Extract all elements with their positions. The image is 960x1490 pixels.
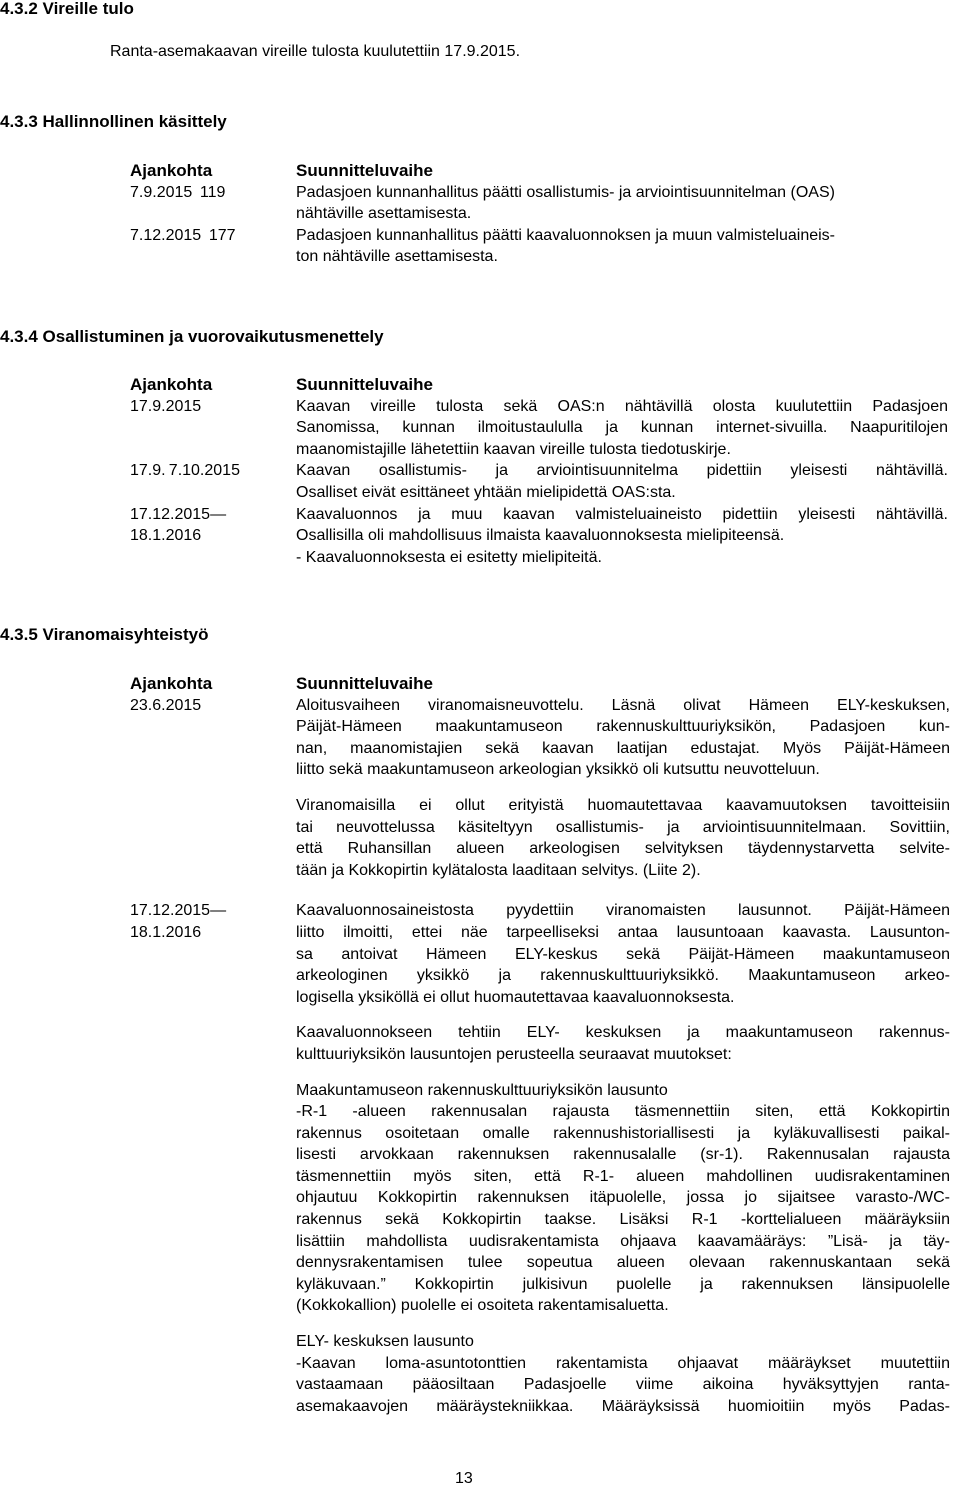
row-text-line: Osalliset eivät esittäneet yhtään mielipidettä OAS:sta. — [296, 483, 676, 501]
row-text-line: tään ja Kokkopirtin kylätalosta laaditaan selvitys. (Liite 2). — [296, 861, 701, 879]
heading-4-3-3: 4.3.3 Hallinnollinen käsittely — [0, 112, 227, 131]
row-text-line: kulttuuriyksikön lausuntojen perusteella seuraavat muutokset: — [296, 1045, 732, 1063]
row-text-line: Maakuntamuseon rakennuskulttuuriyksikön lausunto — [296, 1081, 668, 1099]
table-row — [130, 396, 948, 461]
row-text-line: liitto ilmoitti, ettei näe tarpeelliseksi antaa lausuntoaan kaavasta. Lausunton- — [296, 923, 950, 941]
row-text-line: Sanomissa, kunnan ilmoitustaululla ja kunnan internet-sivuilla. Naapuritilojen — [296, 419, 948, 437]
row-text-line: Padasjoen kunnanhallitus päätti kaavaluonnoksen ja muun valmisteluaineis- — [296, 226, 836, 244]
row-text-line: -Kaavan loma-asuntotonttien rakentamista ohjaavat määräykset muutettiin — [296, 1354, 950, 1372]
row-text-line: -R-1 -alueen rakennusalan rajausta täsmennettiin siten, että Kokkopirtin — [296, 1103, 950, 1121]
row-text-line: Aloitusvaiheen viranomaisneuvottelu. Läsnä olivat Hämeen ELY-keskuksen, — [296, 696, 950, 714]
row-text-line: täsmennettiin myös siten, että R-1- alueen mahdollinen uudisrakentaminen — [296, 1167, 950, 1185]
row-text-line: nähtäville asettamisesta. — [296, 205, 472, 223]
col-header-ajankohta: Ajankohta — [130, 161, 213, 180]
row-text-line: Osallisilla oli mahdollisuus ilmaista kaavaluonnoksesta mielipiteensä. — [296, 527, 785, 545]
table-row — [130, 182, 956, 225]
row-text-line: Kaavan vireille tulosta sekä OAS:n nähtävillä olosta kuulutettiin Padasjoen — [296, 397, 948, 415]
row-text-line: ohjautuu Kokkopirtin rakennuksen itäpuolelle, jossa jo sijaitsee varasto-/WC- — [296, 1189, 950, 1207]
row-text-line: rakennus osoitetaan omalle rakennushistoriallisesti ja kyläkuvallisesti paikal- — [296, 1124, 950, 1142]
row-text-line: Kaavan osallistumis- ja arviointisuunnitelma pidettiin yleisesti nähtävillä. — [296, 462, 948, 480]
heading-4-3-4: 4.3.4 Osallistuminen ja vuorovaikutusmenettely — [0, 327, 384, 346]
row-text-line: - Kaavaluonnoksesta ei esitetty mielipiteitä. — [296, 548, 602, 566]
table-row — [130, 460, 948, 503]
row-date: 17.12.2015— — [130, 902, 227, 920]
row-text-line: että Ruhansillan alueen arkeologisen selvityksen täydennystarvetta selvite- — [296, 840, 950, 858]
col-header-suunnitteluvaihe: Suunnitteluvaihe — [296, 674, 433, 693]
row-text-line: ton nähtäville asettamisesta. — [296, 248, 498, 266]
row-date: 18.1.2016 — [130, 527, 202, 545]
row-text-line: ELY- keskuksen lausunto — [296, 1333, 474, 1351]
row-text-line: tai neuvottelussa käsiteltyyn osallistumis- ja arviointisuunnitelmaan. Sovittiin, — [296, 818, 950, 836]
row-date: 7.12.2015 177 — [130, 226, 236, 244]
row-text-line: Päijät-Hämeen maakuntamuseon rakennuskulttuuriyksikön, Padasjoen kun- — [296, 718, 950, 736]
osallistuminen-table — [130, 374, 948, 568]
row-text-line: vastaamaan pääosiltaan Padasjoelle viime aikoina hyväksyttyjen ranta- — [296, 1376, 950, 1394]
row-text-line: Kaavaluonnosaineistosta pyydettiin viranomaisten lausunnot. Päijät-Hämeen — [296, 902, 950, 920]
row-text-line: asemakaavojen määräystekniikkaa. Määräyksissä huomioitiin myös Padas- — [296, 1397, 950, 1415]
row-date: 17.12.2015— — [130, 505, 227, 523]
heading-4-3-5: 4.3.5 Viranomaisyhteistyö — [0, 625, 209, 644]
table-row — [130, 225, 956, 268]
table-row — [130, 695, 950, 901]
row-text-line: Kaavaluonnos ja muu kaavan valmisteluaineisto pidettiin yleisesti nähtävillä. — [296, 505, 948, 523]
col-header-ajankohta: Ajankohta — [130, 674, 213, 693]
row-text-line: maanomistajille lähetettiin kaavan vireille tulosta tiedotuskirje. — [296, 440, 731, 458]
row-date: 17.9. 7.10.2015 — [130, 462, 240, 480]
col-header-suunnitteluvaihe: Suunnitteluvaihe — [296, 161, 433, 180]
row-text-line: rakennus sekä Kokkopirtin taakse. Lisäksi R-1 -korttelialueen määräyksiin — [296, 1211, 950, 1229]
heading-4-3-2: 4.3.2 Vireille tulo — [0, 0, 134, 18]
col-header-suunnitteluvaihe: Suunnitteluvaihe — [296, 375, 433, 394]
table-row — [130, 900, 950, 1417]
row-date: 7.9.2015 119 — [130, 183, 226, 201]
row-text-line: lisesti arvokkaan rakennuksen rakennusalalle (sr-1). Rakennusalan rajausta — [296, 1146, 950, 1164]
vireille-tulo-text: Ranta-asemakaavan vireille tulosta kuulutettiin 17.9.2015. — [110, 43, 521, 60]
row-text-line: nan, maanomistajien sekä kaavan laatijan edustajat. Myös Päijät-Hämeen — [296, 739, 950, 757]
row-text-line: logisella yksiköllä ei ollut huomautettavaa kaavaluonnoksesta. — [296, 988, 735, 1006]
row-text-line: lisättiin mahdollista uudisrakentamista ohjaava kaavamääräys: ”Lisä- ja täy- — [296, 1232, 950, 1250]
col-header-ajankohta: Ajankohta — [130, 375, 213, 394]
row-date: 18.1.2016 — [130, 923, 202, 941]
row-date: 17.9.2015 — [130, 397, 202, 415]
row-text-line: dennysrakentamisen tulee sopeutua alueen olevaan rakennuskantaan sekä — [296, 1254, 950, 1272]
row-text-line: sa antoivat Hämeen ELY-keskus sekä Päijät-Hämeen maakuntamuseon — [296, 945, 950, 963]
row-date: 23.6.2015 — [130, 696, 202, 714]
row-text-line: liitto sekä maakuntamuseon arkeologian yksikkö oli kutsuttu neuvotteluun. — [296, 761, 820, 779]
row-text-line: (Kokkokallion) puolelle ei osoiteta rakentamisaluetta. — [296, 1297, 669, 1315]
viranomais-table — [130, 673, 950, 1417]
row-text-line: kyläkuvaan.” Kokkopirtin julkisivun puolelle ja rakennuksen länsipuolelle — [296, 1275, 950, 1293]
row-text-line: arkeologinen yksikkö ja rakennuskulttuuriyksikkö. Maakuntamuseon arkeo- — [296, 967, 950, 985]
row-text-line: Viranomaisilla ei ollut erityistä huomautettavaa kaavamuutoksen tavoitteisiin — [296, 796, 950, 814]
table-row — [130, 504, 948, 569]
row-text-line: Padasjoen kunnanhallitus päätti osallistumis- ja arviointisuunnitelman (OAS) — [296, 183, 835, 201]
row-text-line: Kaavaluonnokseen tehtiin ELY- keskuksen ja maakuntamuseon rakennus- — [296, 1024, 950, 1042]
page-number: 13 — [455, 1470, 473, 1487]
hallinnollinen-table — [130, 160, 956, 268]
